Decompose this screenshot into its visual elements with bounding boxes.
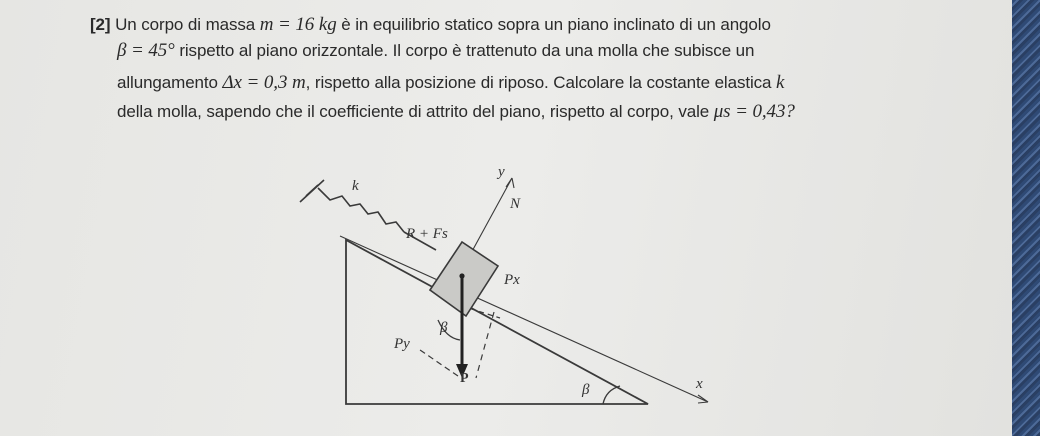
px-projection (476, 312, 494, 378)
label-N: N (510, 196, 521, 212)
line4-text-a: della molla, sapendo che il coefficiente di attrito del piano, rispetto al corpo, vale (117, 102, 710, 121)
problem-number: [2] (90, 15, 111, 34)
line3-text-b: , rispetto alla posizione di riposo. Calcolare la costante elastica (305, 73, 772, 92)
elongation-expression: Δx = 0,3 m (222, 72, 306, 93)
line2-text-b: rispetto al piano orizzontale. Il corpo è trattenuto da una molla che subisce un (179, 41, 755, 60)
label-beta-base: β (582, 382, 590, 398)
label-Py: Py (394, 336, 410, 352)
spring (318, 188, 404, 232)
label-x: x (696, 376, 703, 392)
angle-expression: β = 45° (117, 40, 175, 61)
line3-text-a: allungamento (117, 73, 218, 92)
line1-text-b: è in equilibrio statico sopra un piano inclinato di un angolo (341, 15, 771, 34)
block-center (459, 273, 464, 278)
label-k: k (352, 178, 359, 194)
label-R-plus-Fs: R + Fs (406, 226, 448, 242)
label-beta-block: β (440, 320, 448, 336)
py-component (420, 350, 458, 376)
x-axis (340, 236, 708, 402)
mass-expression: m = 16 kg (259, 14, 337, 35)
block (430, 242, 498, 316)
label-Px: Px (504, 272, 520, 288)
label-P: P (460, 371, 469, 386)
label-y: y (498, 164, 505, 180)
x-axis-arrowhead (698, 395, 708, 403)
spring-constant-symbol: k (776, 72, 785, 93)
friction-coefficient-expression: μs = 0,43? (713, 101, 795, 122)
line1-text-a: Un corpo di massa (115, 15, 256, 34)
beta-arc-base (603, 386, 620, 404)
